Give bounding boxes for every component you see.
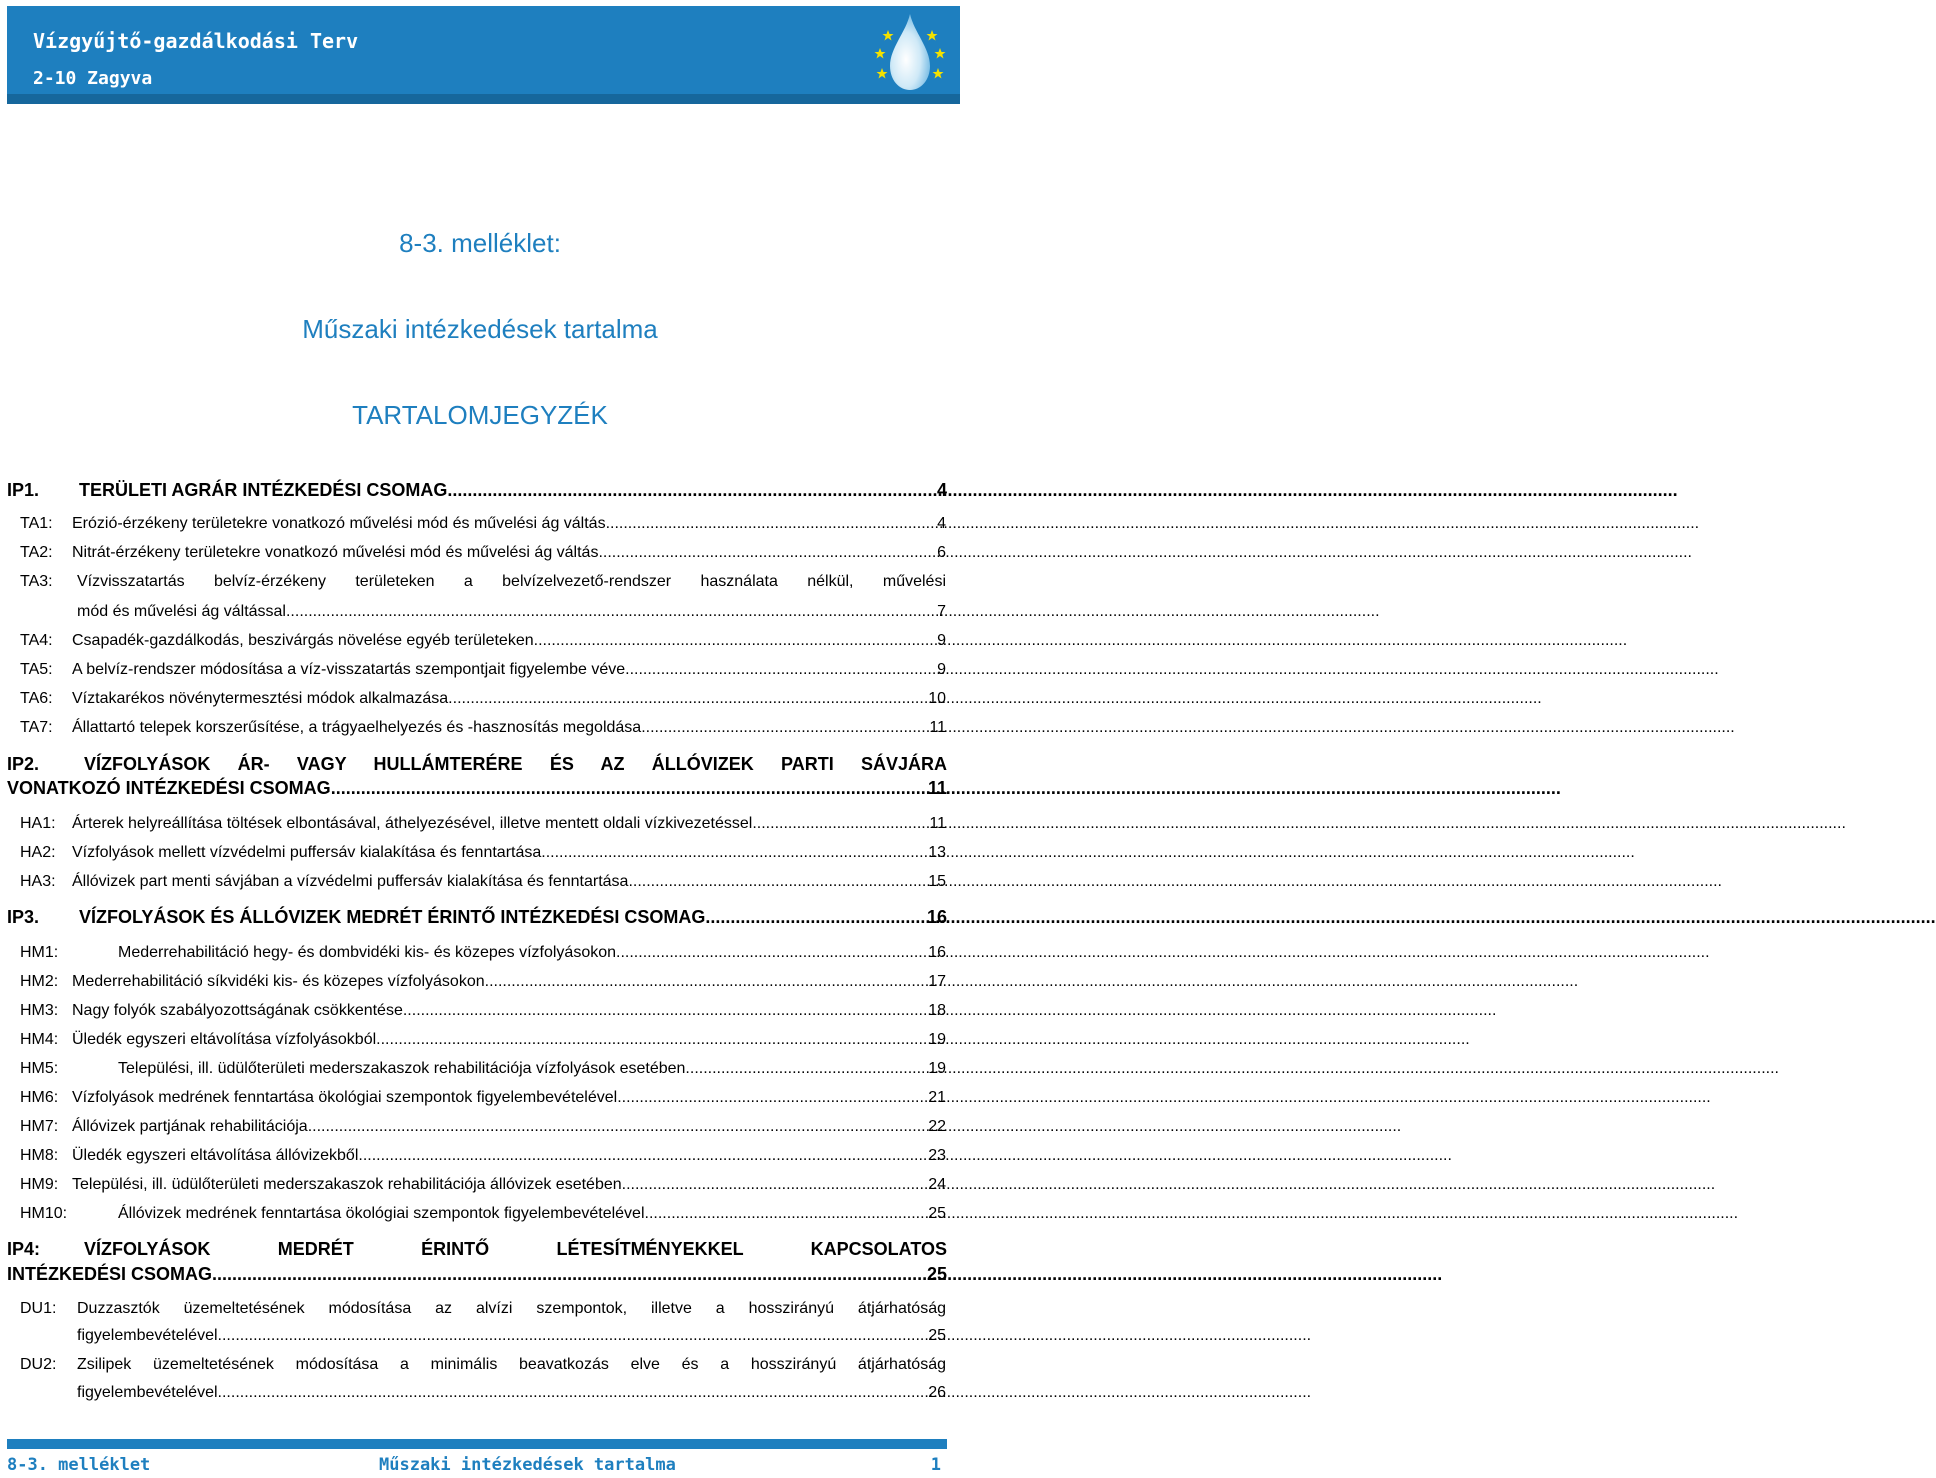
toc-title: TARTALOMJEGYZÉK: [352, 400, 608, 430]
toc-entry-ip1[interactable]: IP1. TERÜLETI AGRÁR INTÉZKEDÉSI CSOMAG ..... 4: [7, 480, 947, 501]
toc-entry-ta1[interactable]: TA1: Erózió-érzékeny területekre vonatkozó művelési mód és művelési ág váltás ..... 4: [20, 515, 946, 533]
page-footer: [7, 1439, 947, 1478]
toc-entry-hm7[interactable]: HM7: Állóvizek partjának rehabilitációja ..... 22: [20, 1118, 946, 1136]
header-shade: [7, 94, 960, 104]
toc-entry-ta5[interactable]: TA5: A belvíz-rendszer módosítása a víz-visszatartás szempontjait figyelembe véve ..... 9: [20, 661, 946, 679]
footer-annex: 8-3. melléklet: [7, 1455, 151, 1475]
toc-entry-ip3[interactable]: IP3. VÍZFOLYÁSOK ÉS ÁLLÓVIZEK MEDRÉT ÉRINTŐ INTÉZKEDÉSI CSOMAG ..... 16: [7, 907, 947, 928]
toc-entry-ha3[interactable]: HA3: Állóvizek part menti sávjában a vízvédelmi puffersáv kialakítása és fenntartása ..... 15: [20, 873, 946, 891]
toc-entry-ta3[interactable]: TA3: Vízvisszatartás belvíz-érzékeny területeken a belvízelvezető-rendszer használata nélkül, művelési: [20, 573, 946, 590]
toc-entry-hm4[interactable]: HM4: Üledék egyszeri eltávolítása vízfolyásokból ..... 19: [20, 1031, 946, 1049]
toc-entry-hm9[interactable]: HM9: Települési, ill. üdülőterületi mederszakaszok rehabilitációja állóvizek esetében ..... 24: [20, 1176, 946, 1194]
toc-entry-ip2[interactable]: IP2. VÍZFOLYÁSOK ÁR- VAGY HULLÁMTERÉRE ÉS AZ ÁLLÓVIZEK PARTI SÁVJÁRA: [7, 754, 947, 774]
toc-entry-hm5[interactable]: HM5: Települési, ill. üdülőterületi mederszakaszok rehabilitációja vízfolyások esetében ..... 19: [20, 1060, 946, 1078]
toc-entry-ip2-cont[interactable]: VONATKOZÓ INTÉZKEDÉSI CSOMAG ..... 11: [7, 778, 947, 799]
water-drop-eu-stars-icon: [868, 10, 952, 94]
toc-entry-du1[interactable]: DU1: Duzzasztók üzemeltetésének módosítása az alvízi szempontok, illetve a hosszirányú átjárhatóság: [20, 1300, 946, 1317]
toc-entry-ta2[interactable]: TA2: Nitrát-érzékeny területekre vonatkozó művelési mód és művelési ág váltás ..... 6: [20, 544, 946, 562]
toc-entry-ha1[interactable]: HA1: Árterek helyreállítása töltések elbontásával, áthelyezésével, illetve mentett oldali vízkivezetéssel ..... 11: [20, 815, 946, 833]
header-subtitle: 2-10 Zagyva: [33, 68, 153, 89]
main-title: Műszaki intézkedések tartalma: [302, 314, 658, 344]
toc-entry-ta6[interactable]: TA6: Víztakarékos növénytermesztési módok alkalmazása ..... 10: [20, 690, 946, 708]
toc-entry-hm6[interactable]: HM6: Vízfolyások medrének fenntartása ökológiai szempontok figyelembevételével ..... 21: [20, 1089, 946, 1107]
toc-entry-hm10[interactable]: HM10: Állóvizek medrének fenntartása ökológiai szempontok figyelembevételével ..... 25: [20, 1205, 946, 1223]
footer-bar: [7, 1439, 947, 1449]
header-banner: [7, 6, 960, 104]
toc-entry-ta3-cont[interactable]: mód és művelési ág váltással ..... 7: [77, 603, 946, 621]
toc-entry-ta4[interactable]: TA4: Csapadék-gazdálkodás, beszivárgás növelése egyéb területeken ..... 9: [20, 632, 946, 650]
header-title: Vízgyűjtő-gazdálkodási Terv: [33, 29, 359, 53]
toc-entry-hm3[interactable]: HM3: Nagy folyók szabályozottságának csökkentése ..... 18: [20, 1002, 946, 1020]
toc-entry-hm1[interactable]: HM1: Mederrehabilitáció hegy- és dombvidéki kis- és közepes vízfolyásokon ..... 16: [20, 944, 946, 962]
toc-entry-ta7[interactable]: TA7: Állattartó telepek korszerűsítése, a trágyaelhelyezés és -hasznosítás megoldása ..... 11: [20, 719, 946, 737]
toc-entry-ha2[interactable]: HA2: Vízfolyások mellett vízvédelmi puffersáv kialakítása és fenntartása ..... 13: [20, 844, 946, 862]
toc-entry-du2[interactable]: DU2: Zsilipek üzemeltetésének módosítása a minimális beavatkozás elve és a hosszirányú átjárhatóság: [20, 1356, 946, 1373]
toc-entry-ip4-cont[interactable]: INTÉZKEDÉSI CSOMAG ..... 25: [7, 1264, 947, 1285]
footer-page-number: 1: [930, 1455, 941, 1475]
footer-title: Műszaki intézkedések tartalma: [379, 1455, 676, 1475]
toc-entry-hm8[interactable]: HM8: Üledék egyszeri eltávolítása állóvizekből ..... 23: [20, 1147, 946, 1165]
toc-entry-du2-cont[interactable]: figyelembevételével ..... 26: [77, 1384, 946, 1402]
toc-entry-hm2[interactable]: HM2: Mederrehabilitáció síkvidéki kis- és közepes vízfolyásokon ..... 17: [20, 973, 946, 991]
toc-entry-du1-cont[interactable]: figyelembevételével ..... 25: [77, 1327, 946, 1345]
toc-entry-ip4[interactable]: IP4: VÍZFOLYÁSOK MEDRÉT ÉRINTŐ LÉTESÍTMÉNYEKKEL KAPCSOLATOS: [7, 1239, 947, 1259]
annex-title: 8-3. melléklet:: [399, 228, 561, 258]
